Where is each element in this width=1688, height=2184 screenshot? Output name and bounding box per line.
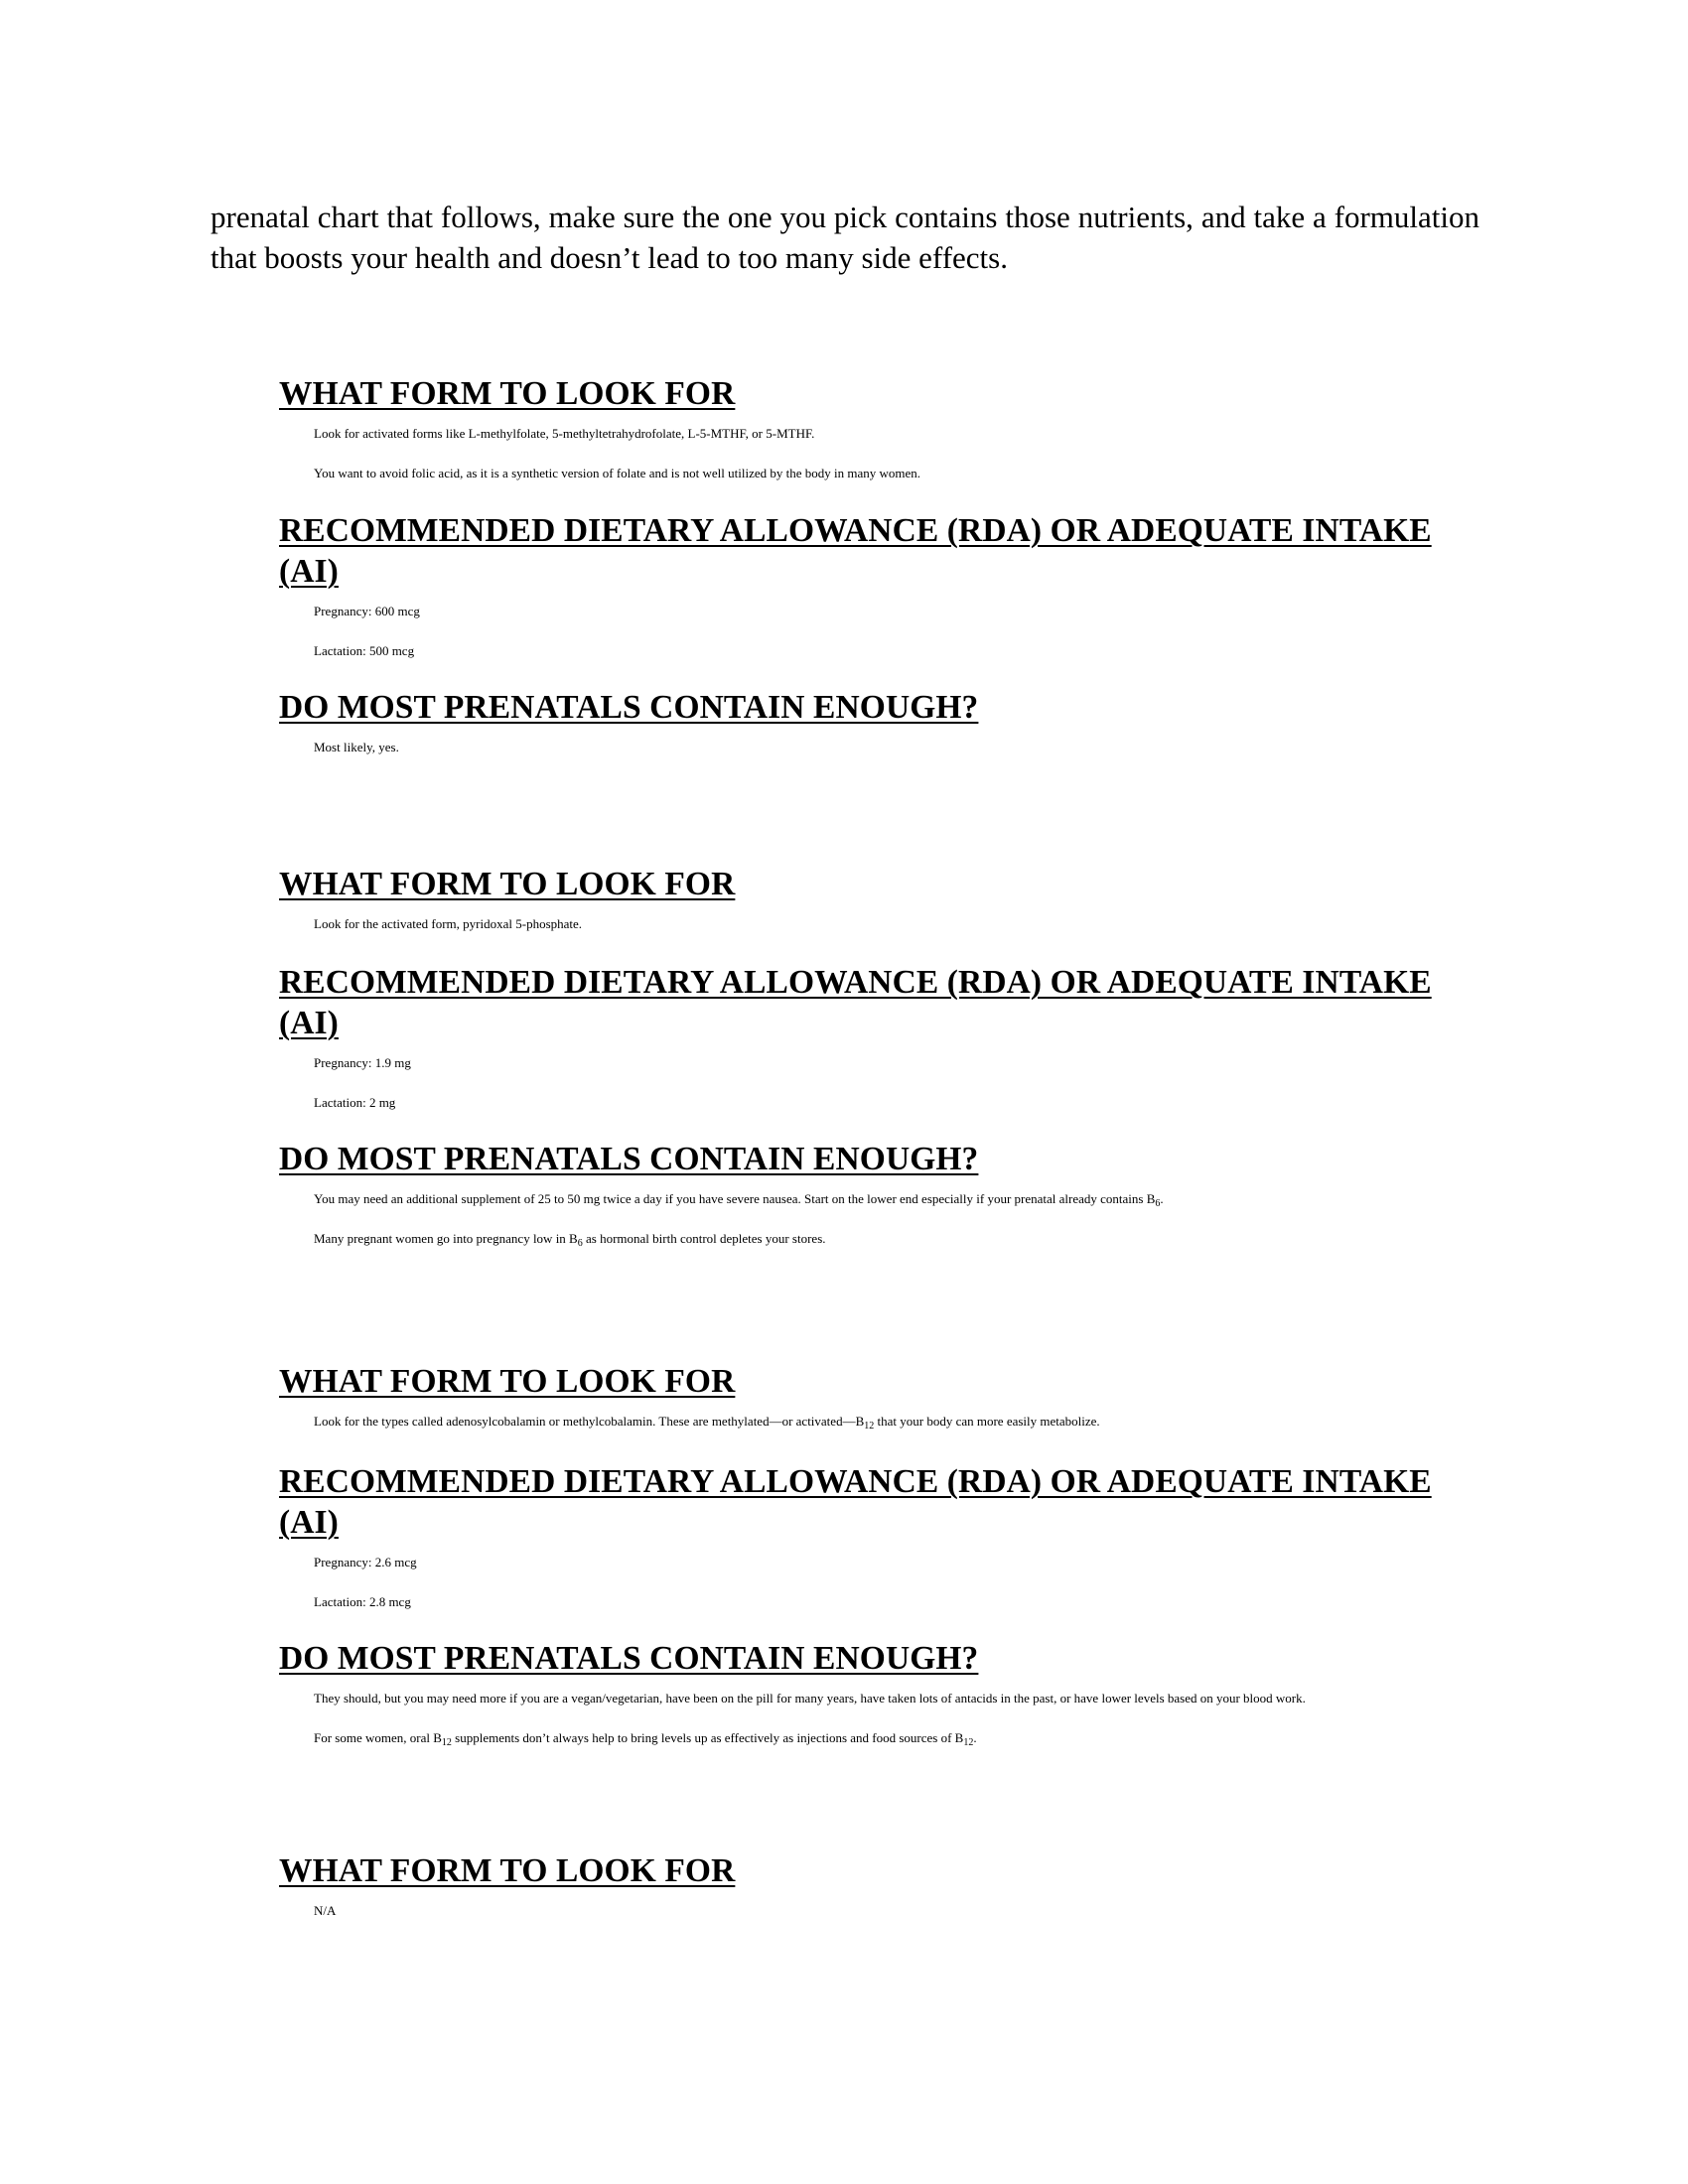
section-3-rda: [279, 1461, 1471, 1610]
heading-enough: DO MOST PRENATALS CONTAIN ENOUGH?: [279, 689, 979, 726]
heading-what-form: WHAT FORM TO LOOK FOR: [279, 1852, 736, 1889]
rda-item: Pregnancy: 600 mcg: [314, 604, 420, 618]
section-1-enough: [279, 687, 1471, 755]
section-1-form: [279, 373, 1471, 481]
section-2-form: [279, 864, 1471, 932]
heading-what-form: WHAT FORM TO LOOK FOR: [279, 866, 736, 902]
rda-item: Pregnancy: 2.6 mcg: [314, 1555, 417, 1570]
section-2-enough: [279, 1139, 1471, 1247]
heading-enough: DO MOST PRENATALS CONTAIN ENOUGH?: [279, 1640, 979, 1677]
enough-item: Many pregnant women go into pregnancy low in $B_6$ as hormonal birth control depletes your stores.: [314, 1231, 826, 1249]
enough-item: You may need an additional supplement of 25 to 50 mg twice a day if you have severe nausea. Start on the lower end especially if your prenatal already contains $B_6$.: [314, 1191, 1164, 1209]
rda-item: Lactation: 2.8 mcg: [314, 1594, 411, 1609]
heading-what-form: WHAT FORM TO LOOK FOR: [279, 375, 736, 412]
form-item: Look for the activated form, pyridoxal 5-phosphate.: [314, 916, 583, 931]
section-4-form: [279, 1850, 1471, 1919]
intro-paragraph: prenatal chart that follows, make sure the one you pick contains those nutrients, and take a formulation that boosts your health and doesn’t lead to too many side effects.: [211, 200, 1479, 275]
rda-item: Pregnancy: 1.9 mg: [314, 1055, 411, 1070]
heading-rda: RECOMMENDED DIETARY ALLOWANCE (RDA) OR ADEQUATE INTAKE (AI): [279, 512, 1432, 590]
enough-item: They should, but you may need more if you are a vegan/vegetarian, have been on the pill for many years, have taken lots of antacids in the past, or have lower levels based on your blood work.: [314, 1691, 1306, 1706]
heading-rda: RECOMMENDED DIETARY ALLOWANCE (RDA) OR ADEQUATE INTAKE (AI): [279, 1463, 1432, 1541]
enough-item: For some women, oral $B_{12}$ supplements don’t always help to bring levels up as effectively as injections and food sources of $B_{12}$.: [314, 1730, 977, 1748]
form-item: N/A: [314, 1903, 337, 1918]
section-1-rda: [279, 510, 1471, 659]
heading-what-form: WHAT FORM TO LOOK FOR: [279, 1363, 736, 1400]
form-item: Look for the types called adenosylcobalamin or methylcobalamin. These are methylated—or $activated—B_{12}$ that your body can more easily metabolize.: [314, 1414, 1100, 1432]
form-item: Look for activated forms like L-methylfolate, 5-methyltetrahydrofolate, L-5-MTHF, or 5-MTHF.: [314, 426, 815, 441]
section-2-rda: [279, 962, 1471, 1111]
heading-enough: DO MOST PRENATALS CONTAIN ENOUGH?: [279, 1141, 979, 1177]
section-3-enough: [279, 1638, 1471, 1746]
section-3-form: [279, 1361, 1471, 1430]
enough-item: Most likely, yes.: [314, 740, 399, 754]
form-item: You want to avoid folic acid, as it is a synthetic version of folate and is not well utilized by the body in many women.: [314, 466, 921, 480]
rda-item: Lactation: 500 mcg: [314, 643, 415, 658]
heading-rda: RECOMMENDED DIETARY ALLOWANCE (RDA) OR ADEQUATE INTAKE (AI): [279, 964, 1432, 1041]
rda-item: Lactation: 2 mg: [314, 1095, 396, 1110]
